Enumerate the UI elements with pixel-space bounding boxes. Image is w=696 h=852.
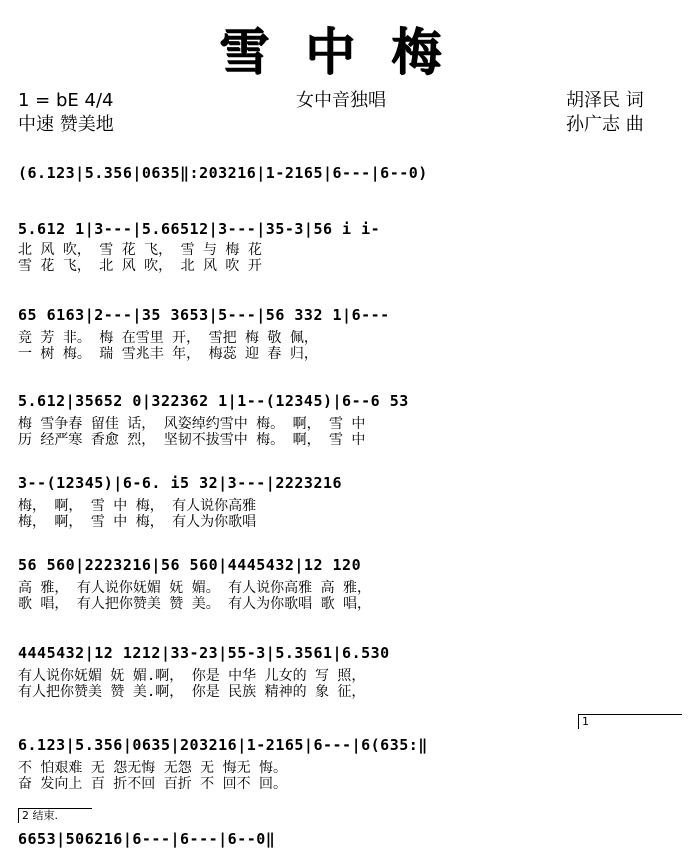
notation-line: 4445432|12 1212|33-23|55-3|5.3561|6.530 <box>18 644 390 662</box>
lyric-verse-1: 高 雅， 有人说你妩媚 妩 媚。 有人说你高雅 高 雅， <box>18 580 371 596</box>
notation-line: 3--(12345)|6-6. i5 32|3---|2223216 <box>18 474 343 492</box>
notation-line: 65 6163|2---|35 3653|5---|56 332 1|6--- <box>18 306 390 324</box>
performance-type: 女中音独唱 <box>296 90 386 111</box>
notation-line: (6.123|5.356|0635‖:203216|1-2165|6---|6--0) <box>18 164 428 182</box>
lyric-verse-1: 不 怕艰难 无 怨无悔 无怨 无 悔无 悔。 <box>18 760 288 776</box>
lyricist-credit: 胡泽民 词 <box>566 90 644 111</box>
tempo-marking: 中速 赞美地 <box>18 114 114 135</box>
composer-credit: 孙广志 曲 <box>566 114 644 135</box>
lyric-verse-2: 歌 唱， 有人把你赞美 赞 美。 有人为你歌唱 歌 唱， <box>18 596 371 612</box>
lyric-verse-1: 竞 芳 非。 梅 在雪里 开， 雪把 梅 敬 佩， <box>18 330 318 346</box>
lyric-verse-2: 一 树 梅。 瑞 雪兆丰 年， 梅蕊 迎 春 归， <box>18 346 318 362</box>
lyric-verse-2: 历 经严寒 香愈 烈， 坚韧不拔雪中 梅。 啊， 雪 中 <box>18 432 366 448</box>
lyric-verse-2: 奋 发向上 百 折不回 百折 不 回不 回。 <box>18 776 288 792</box>
lyric-verse-2: 梅， 啊， 雪 中 梅， 有人为你歌唱 <box>18 514 257 530</box>
notation-line: 6653|506216|6---|6---|6--0‖ <box>18 830 276 848</box>
lyric-verse-1: 梅 雪争春 留佳 话， 风姿绰约雪中 梅。 啊， 雪 中 <box>18 416 366 432</box>
notation-line: 6.123|5.356|0635|203216|1-2165|6---|6(635:‖ <box>18 736 428 754</box>
notation-line: 56 560|2223216|56 560|4445432|12 120 <box>18 556 362 574</box>
song-title: 雪中梅 <box>219 22 477 81</box>
lyric-verse-2: 雪 花 飞， 北 风 吹， 北 风 吹 开 <box>18 258 262 274</box>
key-time-signature: 1 = bE 4/4 <box>18 90 114 111</box>
second-ending-bracket: 2 结束. <box>18 808 92 823</box>
lyric-verse-1: 北 风 吹， 雪 花 飞， 雪 与 梅 花 <box>18 242 262 258</box>
first-ending-bracket: 1 <box>578 714 682 729</box>
notation-line: 5.612|35652 0|322362 1|1--(12345)|6--6 53 <box>18 392 409 410</box>
lyric-verse-2: 有人把你赞美 赞 美.啊， 你是 民族 精神的 象 征， <box>18 684 366 700</box>
lyric-verse-1: 有人说你妩媚 妩 媚.啊， 你是 中华 儿女的 写 照， <box>18 668 366 684</box>
lyric-verse-1: 梅， 啊， 雪 中 梅， 有人说你高雅 <box>18 498 257 514</box>
notation-line: 5.612 1|3---|5.66512|3---|35-3|56 i i- <box>18 220 381 238</box>
